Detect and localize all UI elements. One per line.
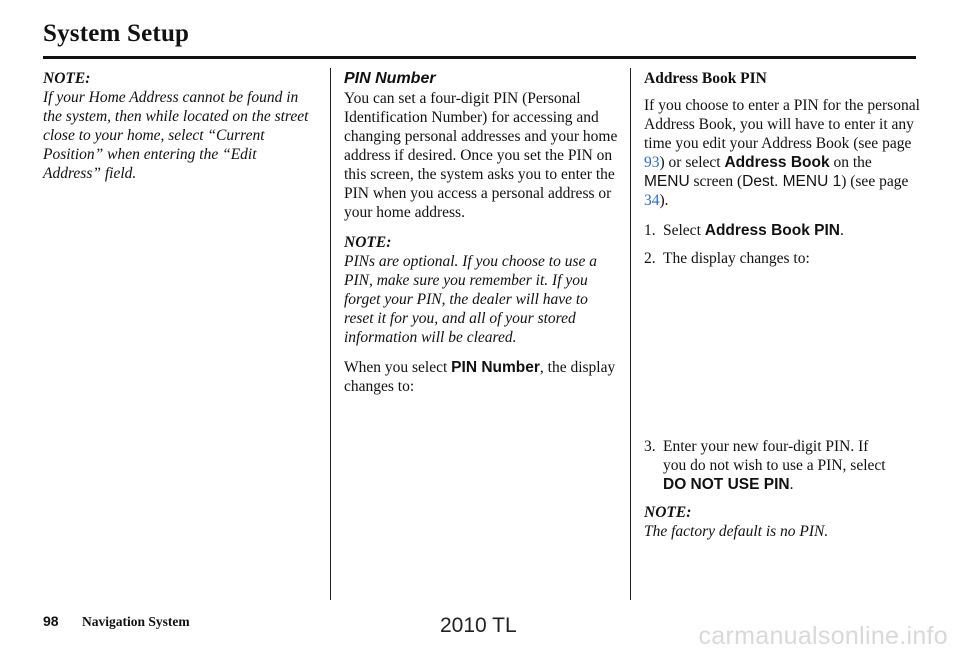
note-text: PINs are optional. If you choose to use a PIN, make sure you remember it. If you forget your PIN, the dealer will have to reset it for you, and all of your stored information will be cleared. [344,253,597,346]
step-line: Enter your new four-digit PIN. If [663,438,869,455]
step-line [644,475,920,494]
note-text: The factory default is no PIN. [644,523,829,540]
section-heading-address-book-pin: Address Book PIN [644,70,767,87]
column-divider-2 [630,68,631,600]
pin-description: You can set a four-digit PIN (Personal Identification Number) for accessing and changing personal addresses and your home address if desired. Once you set the PIN on this screen, the system asks you to enter the PIN when you access a personal address or your home address. [344,90,618,221]
page-title: System Setup [43,20,190,47]
step-2 [644,249,920,268]
intro-text: If you choose to enter a PIN for the personal Address Book, you will have to enter it any time you edit your Address Book (see page [644,97,920,152]
step-3 [644,437,920,456]
intro-text: ) (see page [841,173,909,190]
note-block [43,69,315,183]
screen-image-placeholder [644,277,920,437]
ui-term-address-book: Address Book [724,154,830,171]
site-watermark: carmanualsonline.info [698,622,948,650]
step-prefix: Select [663,222,705,239]
ui-term-menu: MENU [644,173,690,190]
ui-term-address-book-pin: Address Book PIN [704,222,840,239]
step-text [663,221,844,240]
column-3 [644,69,920,552]
intro-text: screen ( [689,173,743,190]
step-number: 1. [644,222,656,239]
intro-text: ) or select [659,154,725,171]
note-label: NOTE: [644,504,692,521]
footer-label: Navigation System [82,614,190,629]
intro-text: on the [829,154,872,171]
step-3-continued [644,456,920,494]
page-link-34[interactable]: 34 [644,192,660,209]
step-line: you do not wish to use a PIN, select [663,457,886,474]
note-block [644,503,920,541]
step-suffix: . [839,222,844,239]
address-book-intro [644,96,920,210]
page-number: 98 [43,613,59,629]
note-label: NOTE: [344,234,392,251]
column-2 [344,69,620,407]
note-label: NOTE: [43,70,91,87]
column-1 [43,69,315,194]
step-number: 2. [644,250,656,267]
select-prefix: When you select [344,359,452,376]
select-instruction [344,358,620,396]
select-suffix: , the display changes to: [344,359,616,395]
section-heading-pin-number: PIN Number [344,70,436,87]
page-link-93[interactable]: 93 [644,154,660,171]
note-text: If your Home Address cannot be found in the system, then while located on the street close to your home, select “Current Position” when entering the “Edit Address” field. [43,89,309,182]
note-block [344,233,620,347]
step-number: 3. [644,438,656,455]
step-suffix: . [789,476,794,493]
header-divider [43,56,916,59]
column-divider-1 [330,68,331,600]
step-text [663,437,868,456]
step-text: The display changes to: [663,250,810,267]
step-1 [644,221,920,240]
ui-term-dest-menu: Dest. MENU 1 [742,173,842,190]
model-watermark: 2010 TL [440,614,517,637]
ui-term-pin-number: PIN Number [451,359,540,376]
intro-text: ). [659,192,669,209]
ui-term-do-not-use-pin: DO NOT USE PIN [663,476,790,493]
